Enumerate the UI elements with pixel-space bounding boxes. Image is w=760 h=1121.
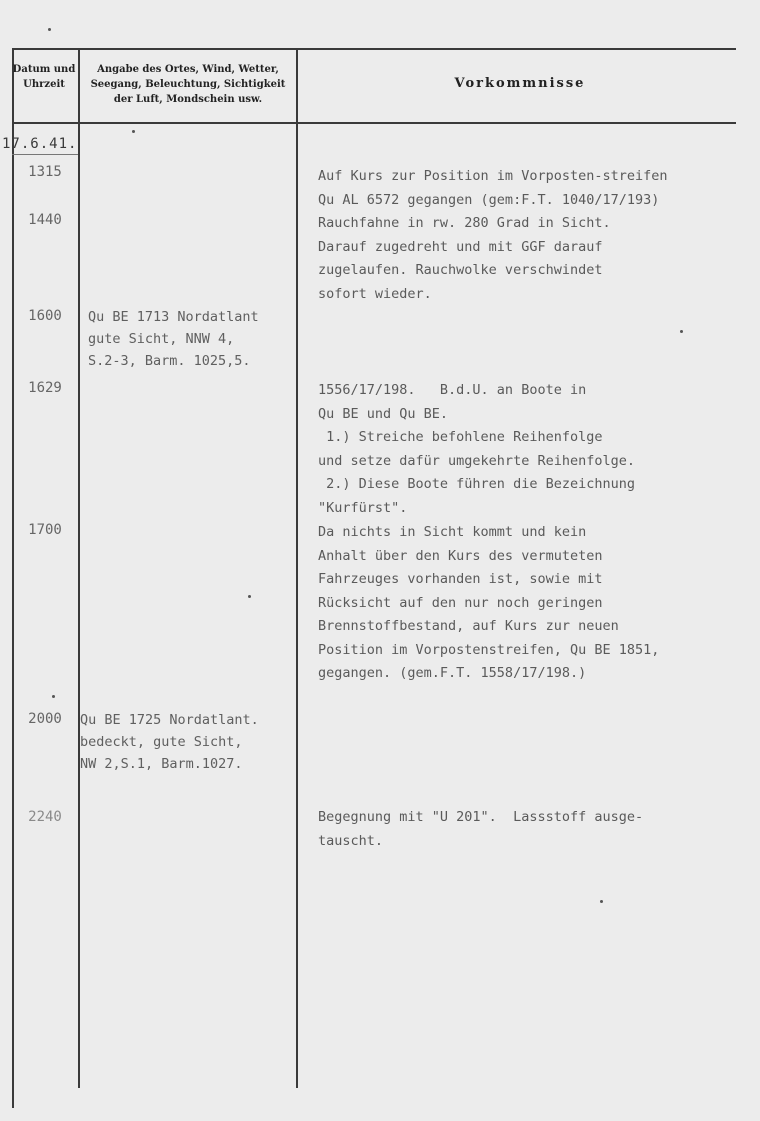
entry-time: 1600 [28,308,62,324]
ink-speck [600,900,603,903]
column-divider-1 [78,48,80,1088]
entry-events: Auf Kurs zur Position im Vorposten-streifen Qu AL 6572 gegangen (gem:F.T. 1040/17/193) [318,168,668,208]
column-divider-2 [296,48,298,1088]
column-header-events: Vorkommnisse [454,76,586,91]
header-bottom-rule [12,122,736,124]
date-underline [12,154,78,155]
entry-time: 2240 [28,809,62,825]
entry-events: 1556/17/198. B.d.U. an Boote in Qu BE und Qu BE. 1.) Streiche befohlene Reihenfolge und setze dafür umgekehrte Reihenfolge. 2.) Diese Boote führen die Bezeichnung "Kurfürst". [318,382,635,516]
entry-time: 1700 [28,522,62,538]
ink-speck [48,28,51,31]
top-rule [12,48,736,50]
ink-speck [132,130,135,133]
entry-events: Da nichts in Sicht kommt und kein Anhalt über den Kurs des vermuteten Fahrzeuges vorhanden ist, sowie mit Rücksicht auf den nur noch geringen Brennstoffbestand, auf Kurs zur neuen Position im Vorpostenstreifen, Qu BE 1851, gegangen. (gem.F.T. 1558/17/198.) [318,524,660,681]
entry-time: 1315 [28,164,62,180]
entry-time: 1440 [28,212,62,228]
ink-speck [248,595,251,598]
entry-events: Begegnung mit "U 201". Lassstoff ausge- tauscht. [318,809,644,849]
column-header-location: Angabe des Ortes, Wind, Wetter, Seegang, Beleuchtung, Sichtigkeit der Luft, Mondschein usw. [90,64,286,105]
ink-speck [680,330,683,333]
entry-location: Qu BE 1713 Nordatlant gute Sicht, NNW 4, S.2-3, Barm. 1025,5. [88,309,259,369]
ink-speck [52,695,55,698]
entry-time: 2000 [28,711,62,727]
entry-location: Qu BE 1725 Nordatlant. bedeckt, gute Sicht, NW 2,S.1, Barm.1027. [80,712,259,772]
left-border [12,48,14,1108]
column-header-date: Datum und Uhrzeit [12,64,76,90]
entry-events: Rauchfahne in rw. 280 Grad in Sicht. Darauf zugedreht und mit GGF darauf zugelaufen. Rauchwolke verschwindet sofort wieder. [318,215,611,302]
entry-time: 1629 [28,380,62,396]
log-date: 17.6.41. [2,136,78,152]
